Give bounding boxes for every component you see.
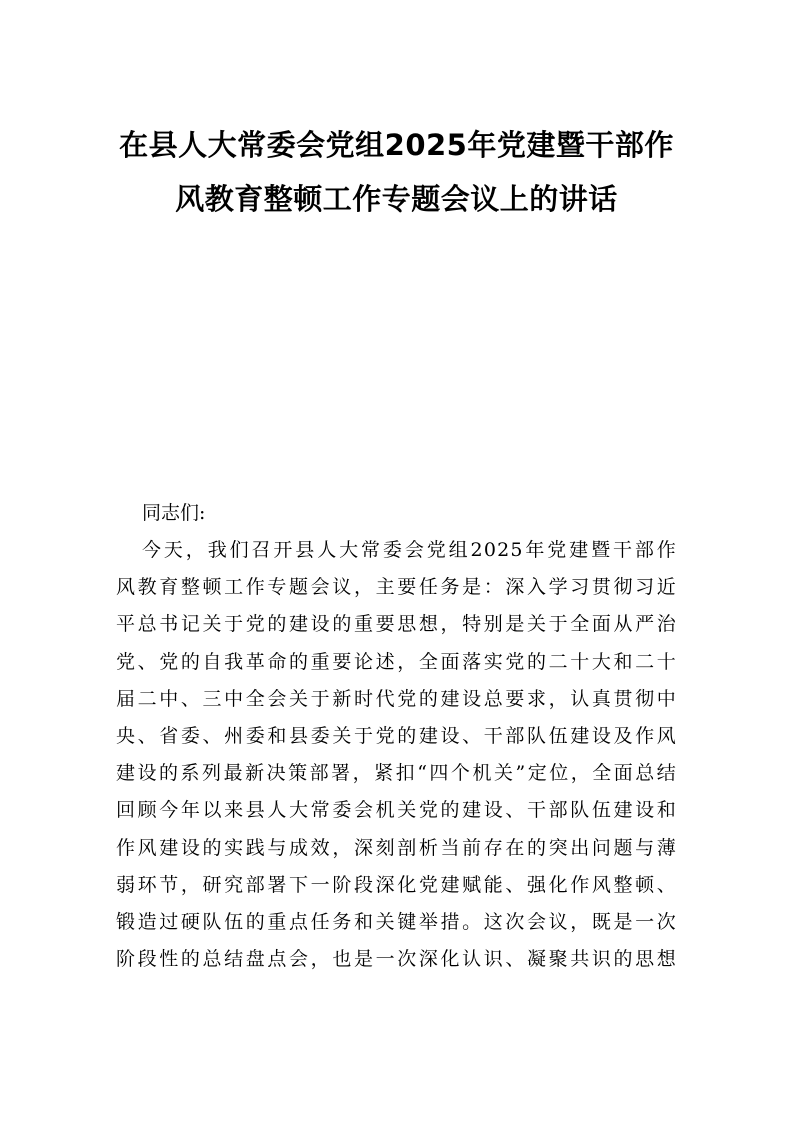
paragraph-line: 央、省委、州委和县委关于党的建设、干部队伍建设及作风 [116,725,677,748]
paragraph-line: 今天，我们召开县人大常委会党组2025年党建暨干部作 [142,539,677,561]
document-body [116,494,677,978]
salutation: 同志们: [142,502,206,524]
paragraph-line: 锻造过硬队伍的重点任务和关键举措。这次会议，既是一次 [116,911,677,934]
paragraph-line: 回顾今年以来县人大常委会机关党的建设、干部队伍建设和 [116,799,677,822]
paragraph-line: 风教育整顿工作专题会议，主要任务是：深入学习贯彻习近 [116,576,677,599]
paragraph-line: 建设的系列最新决策部署，紧扣“四个机关”定位，全面总结 [116,762,677,785]
paragraph-line: 平总书记关于党的建设的重要思想，特别是关于全面从严治 [116,613,677,636]
title-line: 在县人大常委会党组2025年党建暨干部作 [119,128,674,162]
paragraph [116,532,677,978]
document-title [100,118,693,226]
paragraph-line: 阶段性的总结盘点会，也是一次深化认识、凝聚共识的思想 [116,948,677,971]
paragraph-line: 党、党的自我革命的重要论述，全面落实党的二十大和二十 [116,650,677,673]
paragraph-line: 弱环节，研究部署下一阶段深化党建赋能、强化作风整顿、 [116,873,677,896]
title-line: 风教育整顿工作专题会议上的讲话 [175,182,618,216]
paragraph-line: 作风建设的实践与成效，深刻剖析当前存在的突出问题与薄 [116,836,677,859]
paragraph-line: 届二中、三中全会关于新时代党的建设总要求，认真贯彻中 [116,687,677,710]
